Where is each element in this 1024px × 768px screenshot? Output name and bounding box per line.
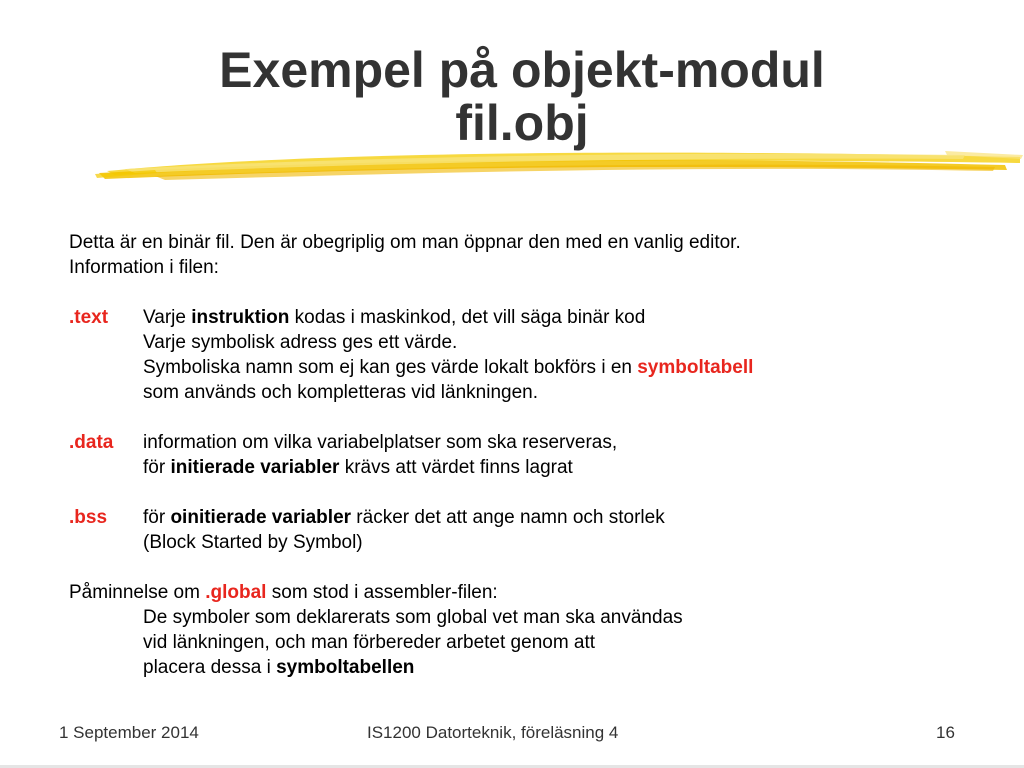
bss-l2: (Block Started by Symbol)	[143, 532, 363, 553]
text-section-line-1	[69, 305, 969, 330]
reminder-line-1	[69, 580, 969, 605]
text-label: .text	[69, 307, 109, 328]
data-label: .data	[69, 432, 114, 453]
bss-section-line-1	[69, 505, 969, 530]
reminder-line-4	[69, 655, 969, 680]
text-section-line-4	[69, 380, 969, 405]
data-l2-a: för	[143, 457, 171, 478]
footer-date: 1 September 2014	[59, 723, 199, 742]
slide-title-line1: Exempel på objekt-modul	[219, 42, 825, 98]
bss-label: .bss	[69, 507, 108, 528]
rem-c: som stod i assembler-filen:	[266, 582, 498, 603]
slide-title-line2: fil.obj	[455, 95, 589, 151]
slide-title	[0, 44, 1024, 150]
text-l3-a: Symboliska namn som ej kan ges värde lokalt bokförs i en	[143, 357, 638, 378]
slide-body	[69, 230, 969, 680]
data-l2-bold: initierade variabler	[170, 457, 340, 478]
data-l2-c: krävs att värdet finns lagrat	[339, 457, 573, 478]
text-l3-keyword: symboltabell	[637, 357, 754, 378]
footer-course: IS1200 Datorteknik, föreläsning 4	[367, 723, 619, 742]
text-l1-c: kodas i maskinkod, det vill säga binär kod	[289, 307, 646, 328]
text-section-line-3	[69, 355, 969, 380]
rem-l2: De symboler som deklarerats som global vet man ska användas	[143, 607, 683, 628]
rem-l3: vid länkningen, och man förbereder arbetet genom att	[143, 632, 596, 653]
text-section-line-2	[69, 330, 969, 355]
text-l4: som används och kompletteras vid länkningen.	[143, 382, 539, 403]
rem-l4-a: placera dessa i	[143, 657, 277, 678]
text-l1-bold: instruktion	[191, 307, 290, 328]
title-brush-underline	[95, 143, 1024, 189]
reminder-line-2	[69, 605, 969, 630]
data-l1: information om vilka variabelplatser som ska reserveras,	[143, 432, 618, 453]
bss-l1-a: för	[143, 507, 171, 528]
rem-keyword: .global	[205, 582, 267, 603]
data-section-line-2	[69, 455, 969, 480]
rem-l4-bold: symboltabellen	[276, 657, 415, 678]
footer-page-number: 16	[936, 723, 955, 742]
rem-a: Påminnelse om	[69, 582, 206, 603]
intro-line-1: Detta är en binär fil. Den är obegriplig om man öppnar den med en vanlig editor.	[69, 232, 741, 253]
text-l2: Varje symbolisk adress ges ett värde.	[143, 332, 458, 353]
text-l1-a: Varje	[143, 307, 192, 328]
bss-l1-bold: oinitierade variabler	[170, 507, 352, 528]
intro-line-2: Information i filen:	[69, 257, 219, 278]
reminder-line-3	[69, 630, 969, 655]
data-section-line-1	[69, 430, 969, 455]
bss-section-line-2	[69, 530, 969, 555]
bss-l1-c: räcker det att ange namn och storlek	[351, 507, 665, 528]
